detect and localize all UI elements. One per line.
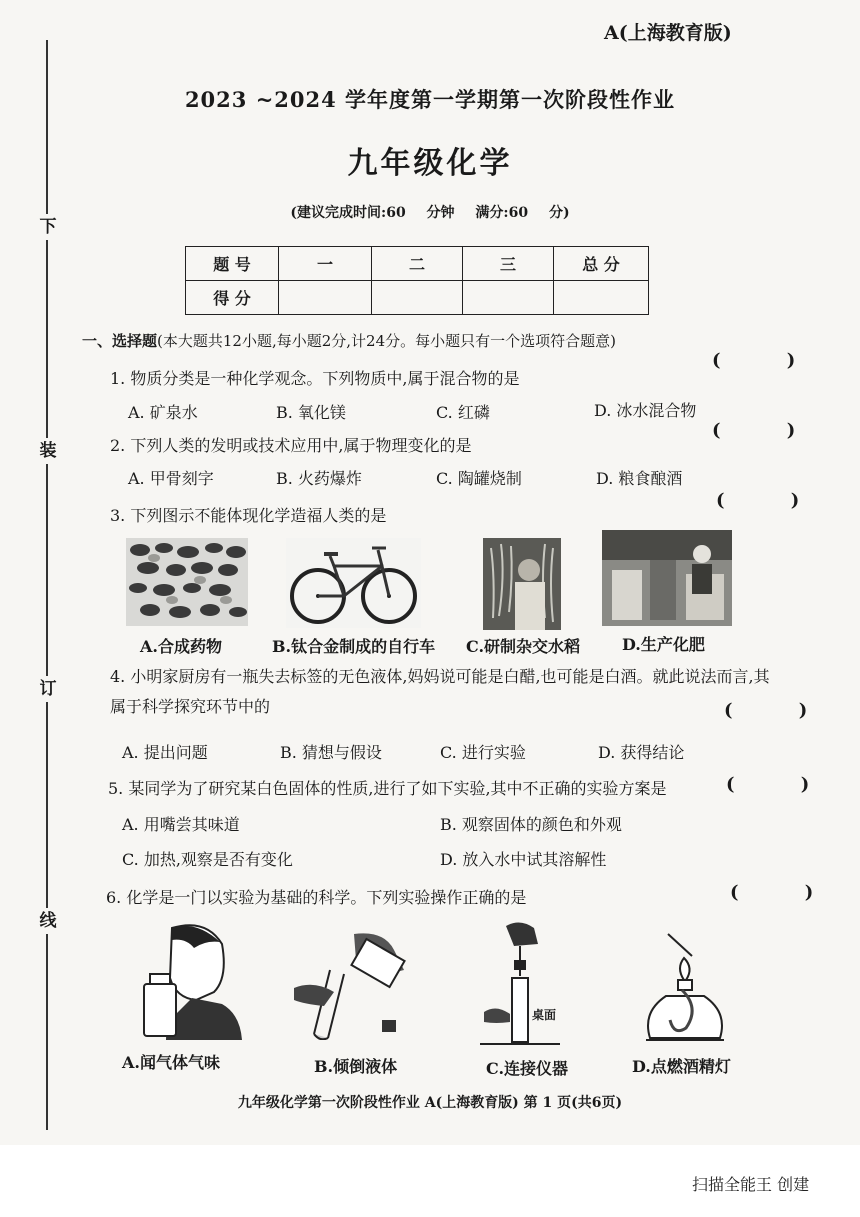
answer-paren[interactable]: ( )	[730, 882, 844, 903]
time-note: (建议完成时间:60 分钟 满分:60 分)	[290, 205, 570, 221]
scanner-watermark: 扫描全能王 创建	[692, 1175, 810, 1194]
fertilizer-photo	[602, 530, 732, 626]
score-header-cell: 题 号	[186, 247, 279, 281]
smell-gas-figure	[136, 918, 242, 1040]
figure-caption: A.闻气体气味	[122, 1053, 220, 1072]
option-a: A. 甲骨刻字	[128, 469, 214, 488]
answer-paren[interactable]: ( )	[712, 350, 826, 371]
figure-caption: C.连接仪器	[486, 1059, 569, 1078]
score-header-cell: 总 分	[554, 247, 649, 281]
connect-apparatus-figure	[480, 918, 560, 1048]
question-text: 6. 化学是一门以实验为基础的科学。下列实验操作正确的是	[106, 888, 527, 907]
answer-paren[interactable]: ( )	[724, 700, 838, 721]
page-title: 九年级化学	[347, 146, 513, 181]
binding-char-xia: 下	[37, 214, 59, 240]
answer-paren[interactable]: ( )	[726, 774, 840, 795]
option-b: B. 猜想与假设	[280, 743, 382, 762]
pour-liquid-figure	[294, 930, 414, 1040]
section-title: 一、选择题	[82, 332, 158, 350]
question-text: 2. 下列人类的发明或技术应用中,属于物理变化的是	[110, 436, 472, 455]
header-title: 2023 ~2024 学年度第一学期第一次阶段性作业	[184, 87, 676, 112]
option-a: A. 用嘴尝其味道	[122, 815, 240, 834]
figure-caption: A.合成药物	[140, 637, 222, 656]
figure-caption: D.生产化肥	[622, 635, 705, 654]
score-header-cell: 二	[372, 247, 463, 281]
figure-caption: B.倾倒液体	[314, 1057, 398, 1076]
answer-paren[interactable]: ( )	[712, 420, 826, 441]
figure-caption: B.钛合金制成的自行车	[272, 637, 436, 656]
option-c: C. 红磷	[436, 403, 490, 422]
binding-char-xian: 线	[37, 908, 59, 934]
option-d: D. 获得结论	[598, 743, 685, 762]
option-a: A. 提出问题	[122, 743, 208, 762]
score-header-cell: 一	[279, 247, 372, 281]
question-text: 1. 物质分类是一种化学观念。下列物质中,属于混合物的是	[110, 369, 520, 388]
score-cell[interactable]	[372, 281, 463, 315]
score-table	[185, 246, 649, 315]
binding-char-zhuang: 装	[37, 438, 59, 464]
edition-label: A(上海教育版)	[604, 22, 732, 44]
page-footer: 九年级化学第一次阶段性作业 A(上海教育版) 第 1 页(共6页)	[237, 1095, 623, 1111]
question-text: 5. 某同学为了研究某白色固体的性质,进行了如下实验,其中不正确的实验方案是	[108, 779, 667, 798]
option-d: D. 冰水混合物	[594, 401, 697, 420]
score-header-cell: 三	[463, 247, 554, 281]
alcohol-lamp-figure	[640, 928, 730, 1048]
question-text: 3. 下列图示不能体现化学造福人类的是	[110, 506, 387, 525]
option-c: C. 加热,观察是否有变化	[122, 850, 293, 869]
score-cell[interactable]	[463, 281, 554, 315]
bicycle-photo	[286, 538, 421, 628]
option-d: D. 放入水中试其溶解性	[440, 850, 607, 869]
score-cell[interactable]	[554, 281, 649, 315]
option-a: A. 矿泉水	[128, 403, 198, 422]
binding-char-ding: 订	[37, 676, 59, 702]
figure-caption: C.研制杂交水稻	[466, 637, 581, 656]
section-heading	[82, 330, 802, 351]
option-b: B. 火药爆炸	[276, 469, 362, 488]
figure-caption: D.点燃酒精灯	[632, 1057, 731, 1076]
answer-paren[interactable]: ( )	[716, 490, 830, 511]
section-desc: (本大题共12小题,每小题2分,计24分。每小题只有一个选项符合题意)	[157, 332, 616, 350]
option-b: B. 观察固体的颜色和外观	[440, 815, 622, 834]
option-c: C. 陶罐烧制	[436, 469, 522, 488]
medicine-photo	[126, 538, 248, 626]
question-text: 4. 小明家厨房有一瓶失去标签的无色液体,妈妈说可能是白醋,也可能是白酒。就此说法而言,其属于科学探究环节中的	[110, 667, 770, 716]
score-cell[interactable]	[279, 281, 372, 315]
desk-label: 桌面	[532, 1008, 557, 1022]
option-c: C. 进行实验	[440, 743, 526, 762]
score-row-label: 得 分	[186, 281, 279, 315]
option-d: D. 粮食酿酒	[596, 469, 683, 488]
option-b: B. 氧化镁	[276, 403, 346, 422]
rice-photo	[483, 538, 561, 630]
